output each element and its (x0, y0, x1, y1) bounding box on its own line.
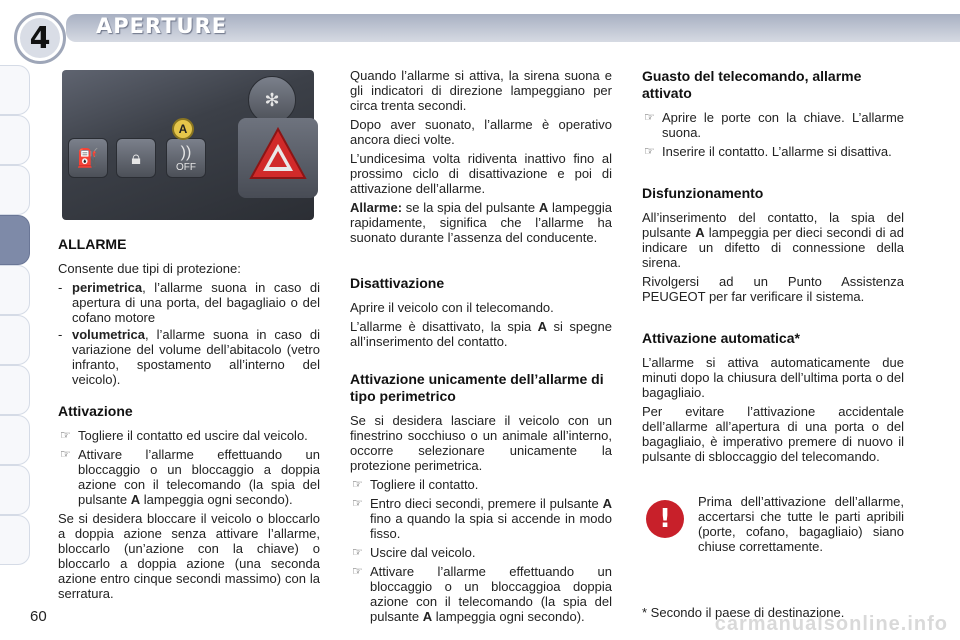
section-heading-disattivazione: Disattivazione (350, 275, 445, 291)
step-text: lampeggia ogni secondo). (432, 609, 585, 624)
intro-text: Consente due tipi di protezione: (58, 261, 241, 276)
button-key: A (130, 492, 141, 507)
section-heading-perimetrico: Attivazione unicamente dell’allarme di tipo perimetrico (350, 371, 604, 404)
step-text: Uscire dal veicolo. (370, 545, 476, 560)
list-item (350, 496, 612, 541)
text: All’inserimento del contatto, la spia del pulsante (642, 210, 904, 240)
list-item (350, 477, 612, 492)
hand-pointer-icon: ☞ (644, 110, 655, 124)
chapter-tab[interactable] (0, 65, 30, 115)
chapter-tab[interactable] (0, 515, 30, 565)
paragraph: Quando l’allarme si attiva, la sirena suona e gli indicatori di direzione lampeggiano per circa trenta secondi. (350, 68, 612, 113)
column-2 (350, 68, 612, 628)
exclamation-icon: ! (646, 500, 684, 538)
page-title: APERTURE (96, 14, 228, 38)
list-item (58, 428, 320, 443)
protection-term: volumetrica (72, 327, 145, 342)
paragraph: Dopo aver suonato, l’allarme è operativo ancora dieci volte. (350, 117, 612, 147)
hand-pointer-icon: ☞ (352, 545, 363, 559)
warning-text: Prima dell’attivazione dell’allarme, accertarsi che tutte le parti apribili (porte, cofano, bagagliaio) siano chiuse correttamente. (698, 494, 904, 554)
fuel-icon: ⛽ (68, 138, 108, 178)
footnote: * Secondo il paese di destinazione. (642, 605, 845, 620)
text: lampeggia per dieci secondi di ad indicare un difetto di connessione della sirena. (642, 225, 904, 270)
paragraph (350, 319, 612, 349)
hazard-button (238, 118, 318, 198)
hazard-triangle-icon (248, 126, 308, 182)
list-item (350, 564, 612, 624)
step-text: lampeggia ogni secondo). (140, 492, 293, 507)
list-item (642, 110, 904, 140)
text: L’allarme è disattivato, la spia (350, 319, 538, 334)
paragraph: Se si desidera bloccare il veicolo o bloccarlo a doppia azione senza attivare l’allarme, bloccarlo (un’azione con la chiave) o bloccarlo a doppia azione (una seconda azione entro cinque secondi massimo) con la serratura. (58, 511, 320, 601)
button-key: A (538, 200, 549, 215)
hand-pointer-icon: ☞ (352, 564, 363, 578)
protection-text: , l’allarme suona in caso di variazione del volume dell’abitacolo (vetro infranto, spostamento all’interno del veicolo). (72, 327, 320, 387)
paragraph: L’undicesima volta ridiventa inattivo fino al prossimo ciclo di disattivazione e poi di attivazione dell’allarme. (350, 151, 612, 196)
button-key: A (537, 319, 548, 334)
chapter-tabs (0, 65, 34, 585)
step-text: Inserire il contatto. L’allarme si disattiva. (662, 144, 892, 159)
list-item (350, 545, 612, 560)
step-text: Entro dieci secondi, premere il pulsante (370, 496, 603, 511)
protection-term: perimetrica (72, 280, 143, 295)
button-key: A (695, 225, 705, 240)
chapter-tab-active[interactable] (0, 215, 30, 265)
alarm-button (166, 138, 206, 178)
hand-pointer-icon: ☞ (644, 144, 655, 158)
hand-pointer-icon: ☞ (352, 496, 363, 510)
chapter-number: 4 (14, 12, 66, 64)
hand-pointer-icon: ☞ (60, 447, 71, 461)
warning-box (636, 488, 908, 586)
text: si spegne all’inserimento del contatto. (350, 319, 612, 349)
lock-icon: 🔒︎ (116, 138, 156, 178)
paragraph: Aprire il veicolo con il telecomando. (350, 300, 554, 315)
section-heading-attivazione: Attivazione (58, 403, 133, 419)
section-heading-guasto: Guasto del telecomando, allarme attivato (642, 68, 862, 101)
alarm-wave-icon: )) (180, 143, 192, 161)
button-key: A (602, 496, 612, 511)
watermark: carmanualsonline.info (714, 613, 948, 635)
paragraph: Se si desidera lasciare il veicolo con un finestrino socchiuso o un animale all’interno, occorre selezionare unicamente la protezione perimetrica. (350, 413, 612, 473)
chapter-tab[interactable] (0, 465, 30, 515)
step-text: Aprire le porte con la chiave. L’allarme suona. (662, 110, 904, 140)
column-1 (58, 236, 320, 605)
step-text: Attivare l’allarme effettuando un bloccaggio o un bloccaggio a doppia azione con il telecomando (la spia del pulsante (78, 447, 320, 507)
chapter-tab[interactable] (0, 165, 30, 215)
chapter-tab[interactable] (0, 315, 30, 365)
list-item (642, 144, 904, 159)
hand-pointer-icon: ☞ (60, 428, 71, 442)
column-3 (642, 68, 904, 468)
paragraph: Rivolgersi ad un Punto Assistenza PEUGEOT per far verificare il sistema. (642, 274, 904, 304)
fan-icon: ✻ (248, 76, 296, 124)
step-text: Togliere il contatto ed uscire dal veicolo. (78, 428, 308, 443)
hand-pointer-icon: ☞ (352, 477, 363, 491)
section-heading-allarme: ALLARME (58, 236, 127, 252)
section-heading-automatica: Attivazione automatica* (642, 330, 800, 346)
section-heading-disfunzionamento: Disfunzionamento (642, 185, 764, 201)
text: se la spia del pulsante (402, 200, 539, 215)
step-text: Attivare l’allarme effettuando un bloccaggio o un bloccaggioa doppia azione con il telecomando (la spia del pulsante (370, 564, 612, 624)
paragraph: Per evitare l’attivazione accidentale dell’allarme all’apertura di una porta o del bagagliaio, è imperativo premere di nuovo il pulsante di sbloccaggio del telecomando. (642, 404, 904, 464)
protection-item: - perimetrica, l’allarme suona in caso di apertura di una porta, del bagagliaio o del cofano motore (58, 280, 320, 325)
button-key: A (422, 609, 433, 624)
protection-text: , l’allarme suona in caso di apertura di una porta, del bagagliaio o del cofano motore (72, 280, 320, 325)
paragraph (642, 210, 904, 270)
step-text: fino a quando la spia si accende in modo fisso. (370, 511, 612, 541)
chapter-tab[interactable] (0, 265, 30, 315)
alarm-led: A (172, 118, 194, 140)
protection-item: - volumetrica, l’allarme suona in caso di variazione del volume dell’abitacolo (vetro infranto, spostamento all’interno del veicolo). (58, 327, 320, 387)
text: lampeggia rapidamente, significa che l’allarme ha suonato durante l’assenza del conducente. (350, 200, 612, 245)
chapter-tab[interactable] (0, 415, 30, 465)
paragraph (350, 200, 612, 245)
chapter-tab[interactable] (0, 115, 30, 165)
paragraph: L’allarme si attiva automaticamente due minuti dopo la chiusura dell’ultima porta o del bagagliaio. (642, 355, 904, 400)
list-item (58, 447, 320, 507)
off-label: OFF (176, 161, 196, 173)
label: Allarme: (350, 200, 403, 215)
chapter-tab[interactable] (0, 365, 30, 415)
page-number: 60 (30, 608, 47, 625)
step-text: Togliere il contatto. (370, 477, 479, 492)
